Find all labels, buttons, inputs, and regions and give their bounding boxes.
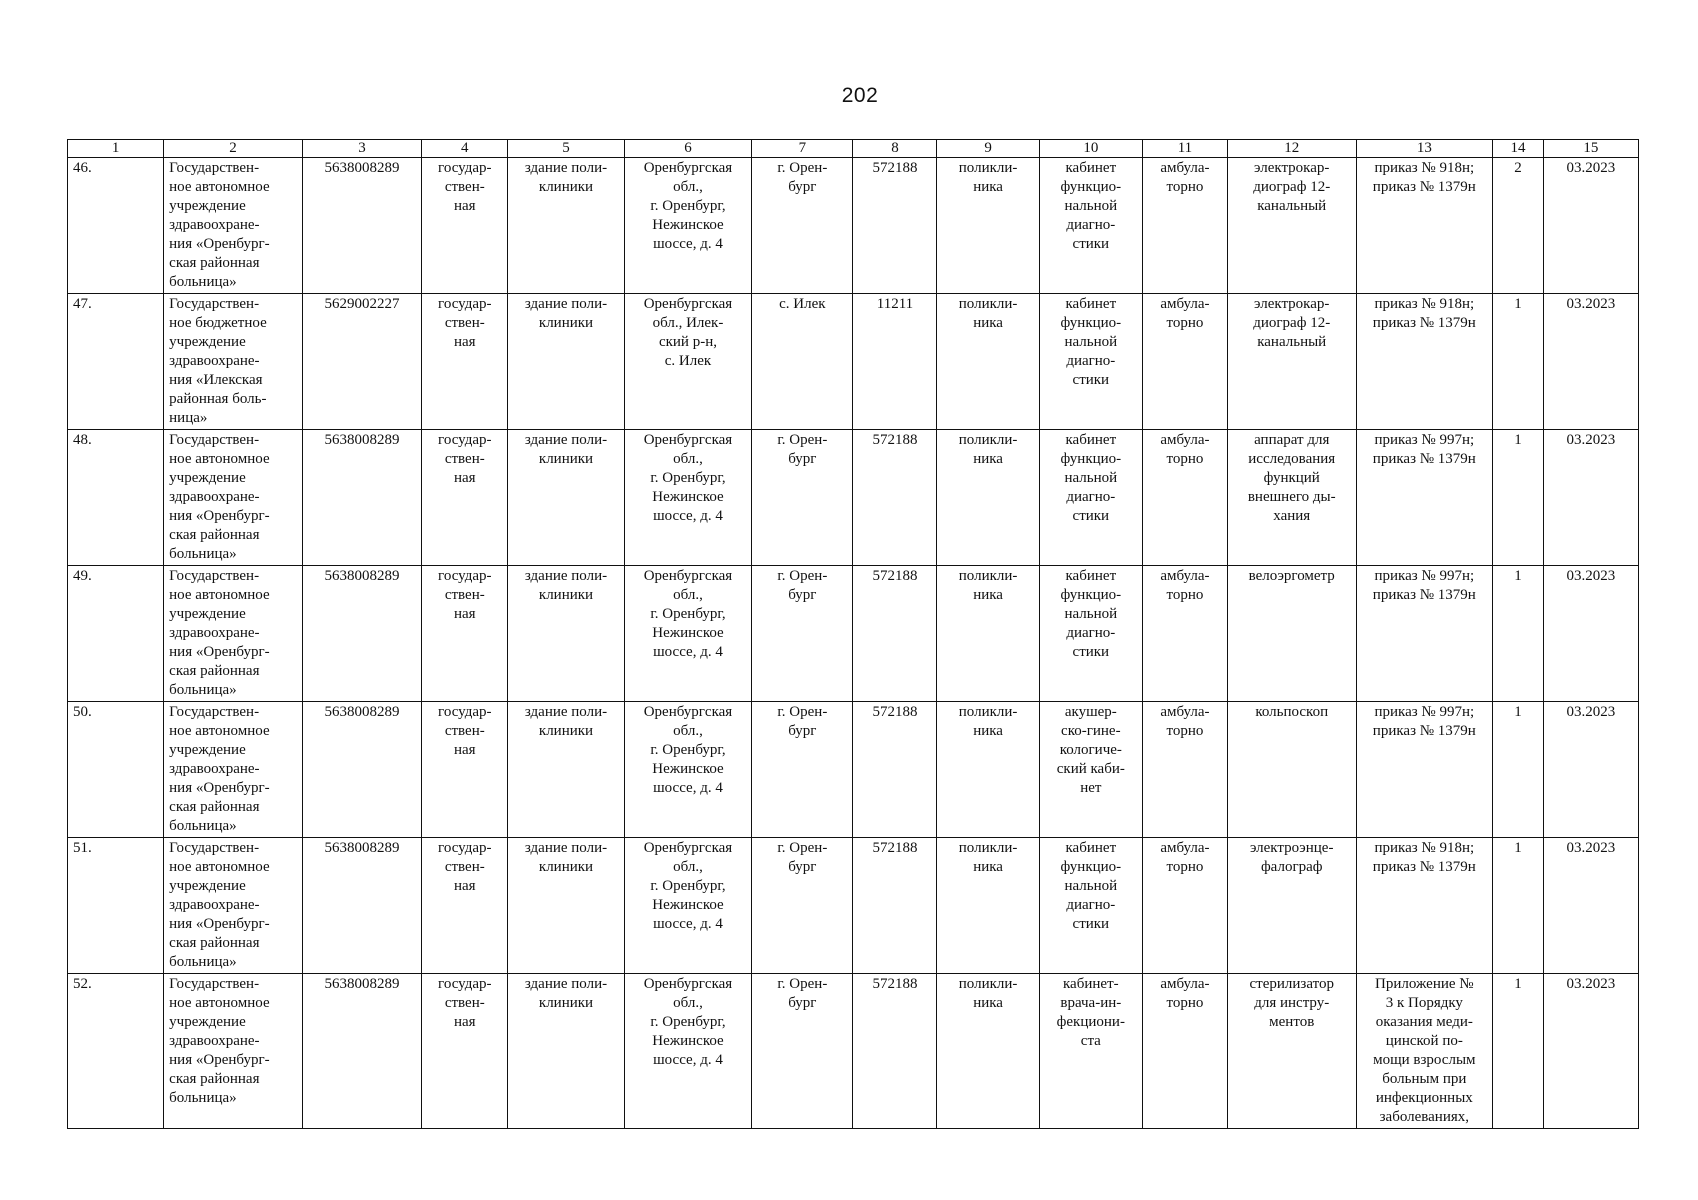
ownership-form: государ- ствен- ная xyxy=(422,566,508,702)
locality: г. Орен- бург xyxy=(752,566,853,702)
locality-code: 572188 xyxy=(853,702,937,838)
care-conditions: амбула- торно xyxy=(1142,974,1227,1129)
subdivision: поликли- ника xyxy=(937,838,1039,974)
column-header: 4 xyxy=(422,140,508,158)
equipment-name: стерилизатор для инстру- ментов xyxy=(1227,974,1356,1129)
room-name: кабинет функцио- нальной диагно- стики xyxy=(1039,838,1142,974)
date: 03.2023 xyxy=(1543,294,1638,430)
date: 03.2023 xyxy=(1543,566,1638,702)
ownership-form: государ- ствен- ная xyxy=(422,158,508,294)
order-reference: приказ № 997н; приказ № 1379н xyxy=(1356,702,1493,838)
locality: с. Илек xyxy=(752,294,853,430)
column-header: 14 xyxy=(1493,140,1544,158)
table-row xyxy=(68,702,1639,838)
address: Оренбургская обл., Илек- ский р-н, с. Илек xyxy=(624,294,752,430)
organization-name: Государствен- ное автономное учреждение здравоохране- ния «Оренбург- ская районная больница» xyxy=(164,702,303,838)
equipment-name: электрокар- диограф 12- канальный xyxy=(1227,294,1356,430)
address: Оренбургская обл., г. Оренбург, Нежинское шоссе, д. 4 xyxy=(624,702,752,838)
room-name: кабинет функцио- нальной диагно- стики xyxy=(1039,294,1142,430)
row-number: 50. xyxy=(68,702,164,838)
column-header: 6 xyxy=(624,140,752,158)
room-name: кабинет функцио- нальной диагно- стики xyxy=(1039,430,1142,566)
quantity: 2 xyxy=(1493,158,1544,294)
address: Оренбургская обл., г. Оренбург, Нежинское шоссе, д. 4 xyxy=(624,430,752,566)
locality: г. Орен- бург xyxy=(752,974,853,1129)
inn-code: 5638008289 xyxy=(302,158,421,294)
building-type: здание поли- клиники xyxy=(508,838,624,974)
column-header: 13 xyxy=(1356,140,1493,158)
organization-name: Государствен- ное автономное учреждение здравоохране- ния «Оренбург- ская районная больница» xyxy=(164,158,303,294)
locality: г. Орен- бург xyxy=(752,158,853,294)
care-conditions: амбула- торно xyxy=(1142,566,1227,702)
table-row xyxy=(68,838,1639,974)
care-conditions: амбула- торно xyxy=(1142,838,1227,974)
table-row xyxy=(68,566,1639,702)
subdivision: поликли- ника xyxy=(937,294,1039,430)
building-type: здание поли- клиники xyxy=(508,974,624,1129)
order-reference: приказ № 918н; приказ № 1379н xyxy=(1356,294,1493,430)
organization-name: Государствен- ное автономное учреждение здравоохране- ния «Оренбург- ская районная больница» xyxy=(164,974,303,1129)
quantity: 1 xyxy=(1493,702,1544,838)
subdivision: поликли- ника xyxy=(937,702,1039,838)
care-conditions: амбула- торно xyxy=(1142,294,1227,430)
room-name: кабинет функцио- нальной диагно- стики xyxy=(1039,566,1142,702)
locality: г. Орен- бург xyxy=(752,702,853,838)
subdivision: поликли- ника xyxy=(937,566,1039,702)
column-number-row xyxy=(68,140,1639,158)
order-reference: приказ № 997н; приказ № 1379н xyxy=(1356,566,1493,702)
table-row xyxy=(68,430,1639,566)
building-type: здание поли- клиники xyxy=(508,158,624,294)
equipment-name: велоэргометр xyxy=(1227,566,1356,702)
column-header: 7 xyxy=(752,140,853,158)
room-name: кабинет функцио- нальной диагно- стики xyxy=(1039,158,1142,294)
subdivision: поликли- ника xyxy=(937,974,1039,1129)
date: 03.2023 xyxy=(1543,702,1638,838)
locality-code: 11211 xyxy=(853,294,937,430)
order-reference: приказ № 997н; приказ № 1379н xyxy=(1356,430,1493,566)
care-conditions: амбула- торно xyxy=(1142,158,1227,294)
row-number: 48. xyxy=(68,430,164,566)
table-row xyxy=(68,294,1639,430)
row-number: 47. xyxy=(68,294,164,430)
locality-code: 572188 xyxy=(853,158,937,294)
subdivision: поликли- ника xyxy=(937,430,1039,566)
ownership-form: государ- ствен- ная xyxy=(422,974,508,1129)
column-header: 8 xyxy=(853,140,937,158)
organization-name: Государствен- ное автономное учреждение здравоохране- ния «Оренбург- ская районная больница» xyxy=(164,566,303,702)
inn-code: 5638008289 xyxy=(302,702,421,838)
row-number: 46. xyxy=(68,158,164,294)
inn-code: 5638008289 xyxy=(302,838,421,974)
column-header: 2 xyxy=(164,140,303,158)
locality-code: 572188 xyxy=(853,430,937,566)
date: 03.2023 xyxy=(1543,430,1638,566)
equipment-name: электрокар- диограф 12- канальный xyxy=(1227,158,1356,294)
column-header: 1 xyxy=(68,140,164,158)
order-reference: приказ № 918н; приказ № 1379н xyxy=(1356,838,1493,974)
inn-code: 5638008289 xyxy=(302,974,421,1129)
locality-code: 572188 xyxy=(853,838,937,974)
order-reference: приказ № 918н; приказ № 1379н xyxy=(1356,158,1493,294)
table-body xyxy=(68,158,1639,1129)
table-row xyxy=(68,158,1639,294)
column-header: 3 xyxy=(302,140,421,158)
page-number: 202 xyxy=(841,84,879,107)
date: 03.2023 xyxy=(1543,974,1638,1129)
building-type: здание поли- клиники xyxy=(508,566,624,702)
row-number: 49. xyxy=(68,566,164,702)
quantity: 1 xyxy=(1493,430,1544,566)
row-number: 51. xyxy=(68,838,164,974)
building-type: здание поли- клиники xyxy=(508,430,624,566)
address: Оренбургская обл., г. Оренбург, Нежинское шоссе, д. 4 xyxy=(624,566,752,702)
address: Оренбургская обл., г. Оренбург, Нежинское шоссе, д. 4 xyxy=(624,838,752,974)
column-header: 9 xyxy=(937,140,1039,158)
address: Оренбургская обл., г. Оренбург, Нежинское шоссе, д. 4 xyxy=(624,974,752,1129)
column-header: 10 xyxy=(1039,140,1142,158)
locality: г. Орен- бург xyxy=(752,430,853,566)
quantity: 1 xyxy=(1493,974,1544,1129)
quantity: 1 xyxy=(1493,566,1544,702)
table-header xyxy=(68,140,1639,158)
order-reference: Приложение № 3 к Порядку оказания меди- цинской по- мощи взрослым больным при инфекционных заболеваниях, xyxy=(1356,974,1493,1129)
equipment-name: кольпоскоп xyxy=(1227,702,1356,838)
quantity: 1 xyxy=(1493,838,1544,974)
date: 03.2023 xyxy=(1543,158,1638,294)
organization-name: Государствен- ное автономное учреждение здравоохране- ния «Оренбург- ская районная больница» xyxy=(164,838,303,974)
organization-name: Государствен- ное автономное учреждение здравоохране- ния «Оренбург- ская районная больница» xyxy=(164,430,303,566)
building-type: здание поли- клиники xyxy=(508,702,624,838)
ownership-form: государ- ствен- ная xyxy=(422,430,508,566)
room-name: кабинет- врача-ин- фекциони- ста xyxy=(1039,974,1142,1129)
care-conditions: амбула- торно xyxy=(1142,430,1227,566)
locality-code: 572188 xyxy=(853,974,937,1129)
table-row xyxy=(68,974,1639,1129)
subdivision: поликли- ника xyxy=(937,158,1039,294)
ownership-form: государ- ствен- ная xyxy=(422,838,508,974)
equipment-registry-table xyxy=(67,139,1639,1129)
address: Оренбургская обл., г. Оренбург, Нежинское шоссе, д. 4 xyxy=(624,158,752,294)
column-header: 15 xyxy=(1543,140,1638,158)
inn-code: 5638008289 xyxy=(302,566,421,702)
care-conditions: амбула- торно xyxy=(1142,702,1227,838)
inn-code: 5629002227 xyxy=(302,294,421,430)
equipment-name: аппарат для исследования функций внешнего ды- хания xyxy=(1227,430,1356,566)
column-header: 12 xyxy=(1227,140,1356,158)
row-number: 52. xyxy=(68,974,164,1129)
quantity: 1 xyxy=(1493,294,1544,430)
organization-name: Государствен- ное бюджетное учреждение здравоохране- ния «Илекская районная боль- ница» xyxy=(164,294,303,430)
room-name: акушер- ско-гине- кологиче- ский каби- нет xyxy=(1039,702,1142,838)
inn-code: 5638008289 xyxy=(302,430,421,566)
building-type: здание поли- клиники xyxy=(508,294,624,430)
ownership-form: государ- ствен- ная xyxy=(422,702,508,838)
date: 03.2023 xyxy=(1543,838,1638,974)
ownership-form: государ- ствен- ная xyxy=(422,294,508,430)
column-header: 11 xyxy=(1142,140,1227,158)
locality-code: 572188 xyxy=(853,566,937,702)
column-header: 5 xyxy=(508,140,624,158)
equipment-name: электроэнце- фалограф xyxy=(1227,838,1356,974)
locality: г. Орен- бург xyxy=(752,838,853,974)
